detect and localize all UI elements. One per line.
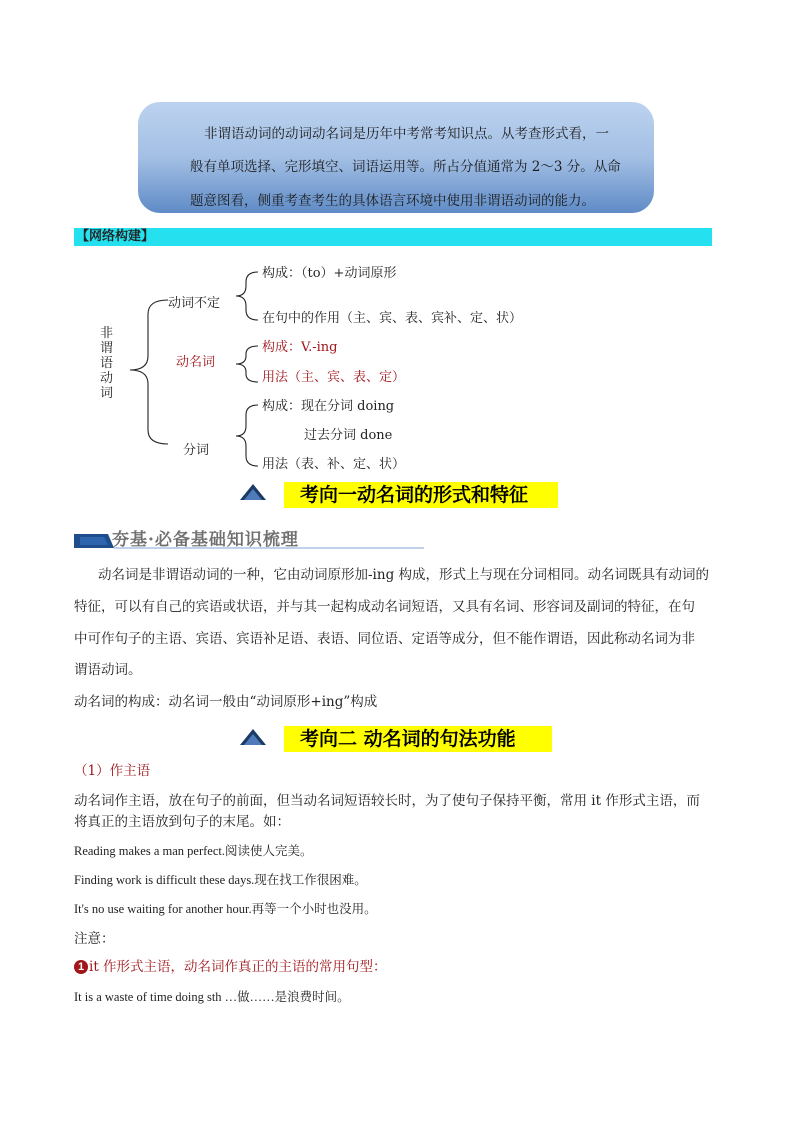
branch-1-item-1: 构成：（to）+动词原形	[262, 266, 397, 281]
brace-2	[236, 346, 258, 382]
main-brace	[130, 300, 168, 444]
para2-line-1: 动名词作主语，放在句子的前面，但当动名词短语较长时，为了使句子保持平衡，常用 it 作形式主语，而	[74, 793, 700, 809]
network-label: 【网络构建】	[76, 229, 155, 244]
intro-line-3: 题意图看，侧重考查考生的具体语言环境中使用非谓语动词的能力。	[190, 193, 595, 209]
pattern-line: It is a waste of time doing sth …做……是浪费时间。	[74, 990, 350, 1004]
subheading-subject: （1）作主语	[74, 763, 151, 779]
section-2-title: 考向二 动名词的句法功能	[284, 726, 552, 752]
branch-3-item-2: 过去分词 done	[304, 428, 393, 443]
branch-3-name: 分词	[183, 443, 210, 458]
composition-line: 动名词的构成：动名词一般由“动词原形+ing”构成	[74, 694, 378, 710]
branch-1-item-2: 在句中的作用（主、宾、表、宾补、定、状）	[262, 311, 523, 326]
section-1-title: 考向一动名词的形式和特征	[284, 482, 558, 508]
triangle-inner-icon	[244, 489, 262, 500]
intro-line-2: 般有单项选择、完形填空、词语运用等。所占分值通常为 2～3 分。从命	[190, 159, 621, 175]
para1-line-1: 动名词是非谓语动词的一种，它由动词原形加-ing 构成，形式上与现在分词相同。动名词既具有动词的	[98, 567, 710, 583]
branch-3-item-3: 用法（表、补、定、状）	[262, 457, 406, 472]
branch-2-name: 动名词	[176, 355, 216, 370]
para1-line-4: 谓语动词。	[74, 662, 142, 678]
branch-1-name: 动词不定	[168, 296, 221, 311]
mind-map-braces	[0, 0, 794, 480]
triangle-inner-icon-2	[244, 734, 262, 745]
example-3: It's no use waiting for another hour.再等一个小时也没用。	[74, 902, 377, 916]
example-1: Reading makes a man perfect.阅读使人完美。	[74, 844, 313, 858]
para2-line-2: 将真正的主语放到句子的末尾。如：	[74, 814, 290, 830]
branch-3-item-1: 构成：现在分词 doing	[262, 399, 395, 414]
branch-2-item-1: 构成：V.-ing	[262, 340, 338, 355]
para1-line-3: 中可作句子的主语、宾语、宾语补足语、表语、同位语、定语等成分，但不能作谓语，因此称动名词为非	[74, 631, 695, 647]
example-2: Finding work is difficult these days.现在找工作很困难。	[74, 873, 367, 887]
para1-line-2: 特征，可以有自己的宾语或状语，并与其一起构成动名词短语，又具有名词、形容词及副词的特征，在句	[74, 599, 695, 615]
base-title: 夯基·必备基础知识梳理	[112, 530, 299, 550]
note-label: 注意：	[74, 931, 115, 947]
branch-2-item-2: 用法（主、宾、表、定）	[262, 370, 406, 385]
mind-map-root: 非谓语动词	[100, 326, 114, 401]
note-item-text: it 作形式主语，动名词作真正的主语的常用句型：	[89, 959, 387, 975]
brace-3	[236, 405, 258, 466]
circled-number-icon: 1	[74, 960, 88, 974]
intro-line-1: 非谓语动词的动词动名词是历年中考常考知识点。从考查形式看，一	[204, 126, 609, 142]
brace-1	[236, 272, 258, 320]
